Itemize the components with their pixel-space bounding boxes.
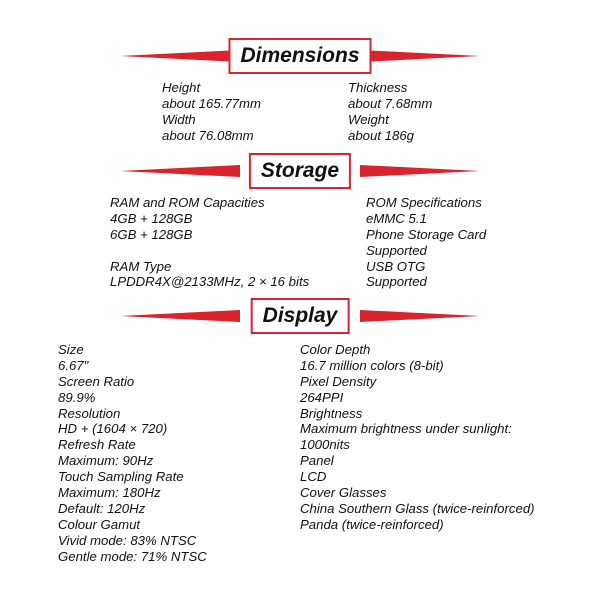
spec-line: eMMC 5.1 (366, 210, 427, 226)
spec-line: 264PPI (300, 389, 344, 405)
spec-line: Panel (300, 453, 334, 469)
spec-line: Phone Storage Card (366, 226, 487, 242)
dimensions-right-column (348, 80, 432, 144)
storage-right-column (366, 195, 486, 290)
display-left-column (58, 342, 207, 564)
spec-line: Colour Gamut (58, 516, 141, 532)
spec-line: 4GB + 128GB (110, 210, 193, 226)
spec-line: Supported (366, 274, 427, 290)
spec-line: Height (162, 80, 201, 95)
spec-line: Weight (348, 111, 389, 127)
spec-line: Supported (366, 242, 427, 258)
spec-line: Width (162, 111, 196, 127)
spec-line: Touch Sampling Rate (58, 469, 184, 485)
spec-line: 6.67" (58, 357, 89, 373)
spec-line: about 7.68mm (348, 95, 433, 111)
display-title: Display (251, 298, 350, 334)
spec-line: 89.9% (58, 389, 96, 405)
spec-line: about 165.77mm (162, 95, 261, 111)
spec-line: ROM Specifications (366, 195, 482, 210)
spec-line: USB OTG (366, 258, 426, 274)
display-header (0, 298, 600, 338)
spec-line: China Southern Glass (twice-reinforced) (300, 500, 535, 516)
dimensions-header (0, 38, 600, 78)
display-right-column (300, 342, 535, 533)
spec-line: Resolution (58, 405, 121, 421)
spec-line: LCD (300, 469, 327, 485)
spec-line: Brightness (300, 405, 363, 421)
spec-line: 16.7 million colors (8-bit) (300, 357, 444, 373)
spec-line: about 76.08mm (162, 127, 254, 143)
spec-line: Refresh Rate (58, 437, 136, 453)
spec-line: Maximum: 90Hz (58, 453, 154, 469)
spec-line: Vivid mode: 83% NTSC (58, 532, 197, 548)
storage-left-column (110, 195, 309, 290)
spec-line: Screen Ratio (58, 373, 135, 389)
spacer (110, 243, 309, 259)
spec-line: LPDDR4X@2133MHz, 2 × 16 bits (110, 274, 310, 290)
spec-line: Default: 120Hz (58, 500, 146, 516)
storage-title: Storage (249, 153, 351, 189)
spec-line: about 186g (348, 127, 415, 143)
dimensions-left-column (162, 80, 261, 144)
spec-line: HD + (1604 × 720) (58, 421, 168, 437)
spec-line: RAM and ROM Capacities (110, 195, 265, 210)
spec-line: Cover Glasses (300, 485, 387, 501)
spec-line: RAM Type (110, 258, 172, 274)
spec-line: Thickness (348, 80, 408, 95)
spec-line: Pixel Density (300, 373, 377, 389)
spec-line: Size (58, 342, 84, 357)
dimensions-title: Dimensions (228, 38, 371, 74)
storage-header (0, 153, 600, 193)
spec-line: Maximum: 180Hz (58, 485, 161, 501)
spec-line: Maximum brightness under sunlight: (300, 421, 512, 437)
spec-line: 6GB + 128GB (110, 226, 193, 242)
spec-line: Panda (twice-reinforced) (300, 516, 444, 532)
spec-line: Color Depth (300, 342, 371, 357)
spec-line: 1000nits (300, 437, 350, 453)
spec-line: Gentle mode: 71% NTSC (58, 548, 207, 564)
